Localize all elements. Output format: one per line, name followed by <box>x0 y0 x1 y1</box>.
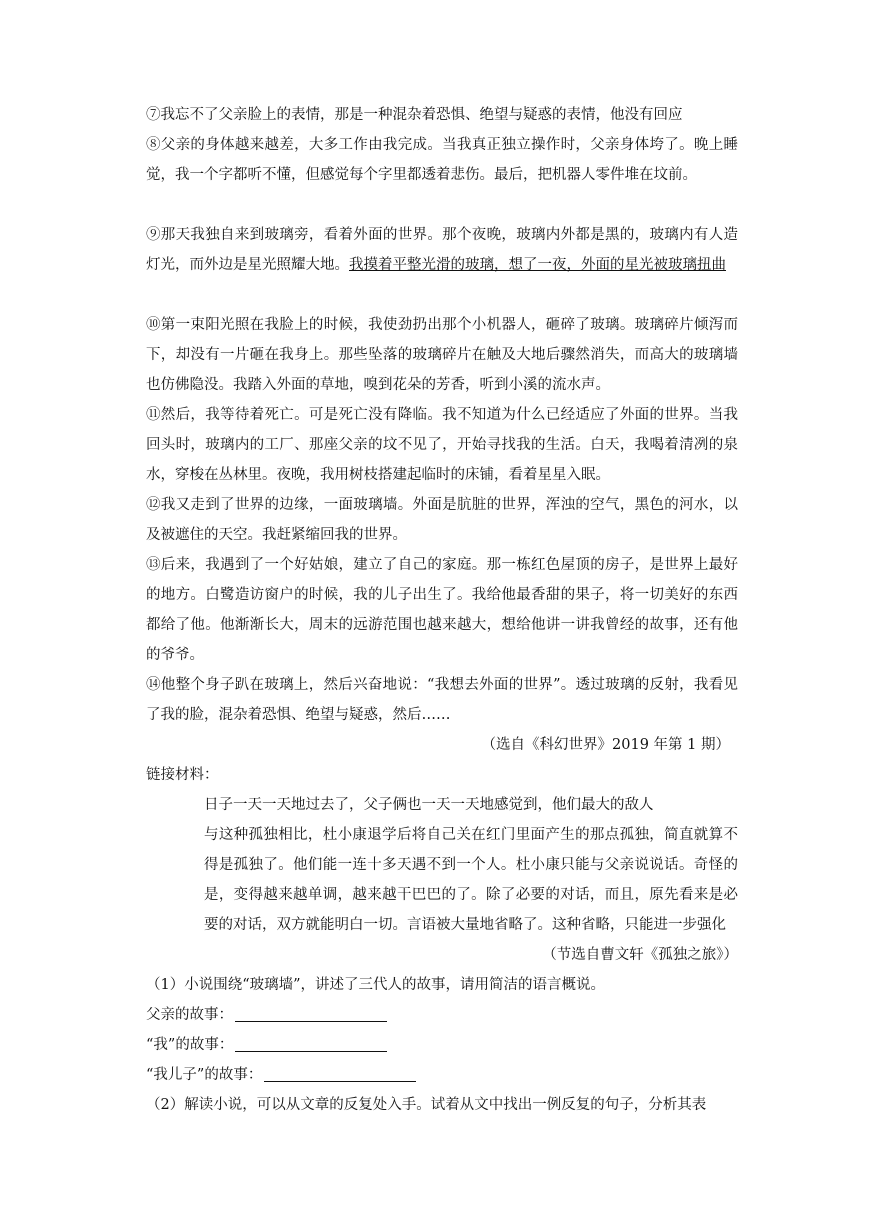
document-page <box>146 100 738 1120</box>
q1-father-row <box>146 1000 738 1030</box>
link-source: （节选自曹文轩《孤独之旅》） <box>542 947 738 963</box>
paragraph-14: ⑭他整个身子趴在玻璃上，然后兴奋地说：“我想去外面的世界”。透过玻璃的反射，我看见了我的脸，混杂着恐惧、绝望与疑惑，然后…… <box>146 677 738 723</box>
paragraph-12: ⑫我又走到了世界的边缘，一面玻璃墙。外面是肮脏的世界，浑浊的空气，黑色的河水，以及被遮住的天空。我赶紧缩回我的世界。 <box>146 497 738 543</box>
q1-me-label: “我”的故事： <box>146 1037 234 1053</box>
answer-blank-son[interactable] <box>264 1065 416 1082</box>
paragraph-11: ⑪然后，我等待着死亡。可是死亡没有降临。我不知道为什么已经适应了外面的世界。当我回头时，玻璃内的工厂、那座父亲的坟不见了，开始寻找我的生活。白天，我喝着清冽的泉水，穿梭在丛林里。夜晚，我用树枝搭建起临时的床铺，看着星星入眠。 <box>146 407 738 483</box>
question-2: （2）解读小说，可以从文章的反复处入手。试着从文中找出一例反复的句子，分析其表 <box>146 1097 707 1113</box>
link-paragraph-2: 与这种孤独相比，杜小康退学后将自己关在红门里面产生的那点孤独，简直就算不得是孤独了。他们能一连十多天遇不到一个人。杜小康只能与父亲说说话。奇怪的是，变得越来越单调，越来越干巴巴的了。除了必要的对话，而且，原先看来是必要的对话，双方就能明白一切。言语被大量地省略了。这种省略，只能进一步强化 <box>204 827 738 933</box>
link-paragraph-1: 日子一天一天地过去了，父子俩也一天一天地感觉到，他们最大的敌人 <box>204 797 654 813</box>
answer-blank-father[interactable] <box>235 1005 387 1022</box>
paragraph-9 <box>146 220 738 310</box>
question-1: （1）小说围绕“玻璃墙”，讲述了三代人的故事，请用简洁的语言概说。 <box>146 977 606 993</box>
q1-father-label: 父亲的故事： <box>146 1007 233 1023</box>
paragraph-8: ⑧父亲的身体越来越差，大多工作由我完成。当我真正独立操作时，父亲身体垮了。晚上睡觉，我一个字都听不懂，但感觉每个字里都透着悲伤。最后，把机器人零件堆在坟前。 <box>146 137 738 183</box>
paragraph-13: ⑬后来，我遇到了一个好姑娘，建立了自己的家庭。那一栋红色屋顶的房子，是世界上最好的地方。白鹭造访窗户的时候，我的儿子出生了。我给他最香甜的果子，将一切美好的东西都给了他。他渐渐长大，周末的远游范围也越来越大，想给他讲一讲我曾经的故事，还有他的爷爷。 <box>146 557 738 663</box>
q1-me-row <box>146 1030 738 1060</box>
underlined-sentence: 我摸着平整光滑的玻璃，想了一夜，外面的星光被玻璃扭曲 <box>349 257 726 273</box>
paragraph-9-text: ⑨那天我独自来到玻璃旁，看着外面的世界。那个夜晚，玻璃内外都是黑的，玻璃内有人造灯光，而外边是星光照耀大地。 <box>146 227 738 273</box>
story-source: （选自《科幻世界》2019 年第 1 期） <box>481 737 730 753</box>
paragraph-7: ⑦我忘不了父亲脸上的表情，那是一种混杂着恐惧、绝望与疑惑的表情，他没有回应 <box>146 107 683 123</box>
link-material-heading: 链接材料： <box>146 767 219 783</box>
answer-blank-me[interactable] <box>235 1035 387 1052</box>
q1-son-row <box>146 1060 738 1090</box>
q1-son-label: “我儿子”的故事： <box>146 1067 263 1083</box>
paragraph-10: ⑩第一束阳光照在我脸上的时候，我使劲扔出那个小机器人，砸碎了玻璃。玻璃碎片倾泻而下，却没有一片砸在我身上。那些坠落的玻璃碎片在触及大地后骤然消失，而高大的玻璃墙也仿佛隐没。我踏入外面的草地，嗅到花朵的芳香，听到小溪的流水声。 <box>146 317 738 393</box>
